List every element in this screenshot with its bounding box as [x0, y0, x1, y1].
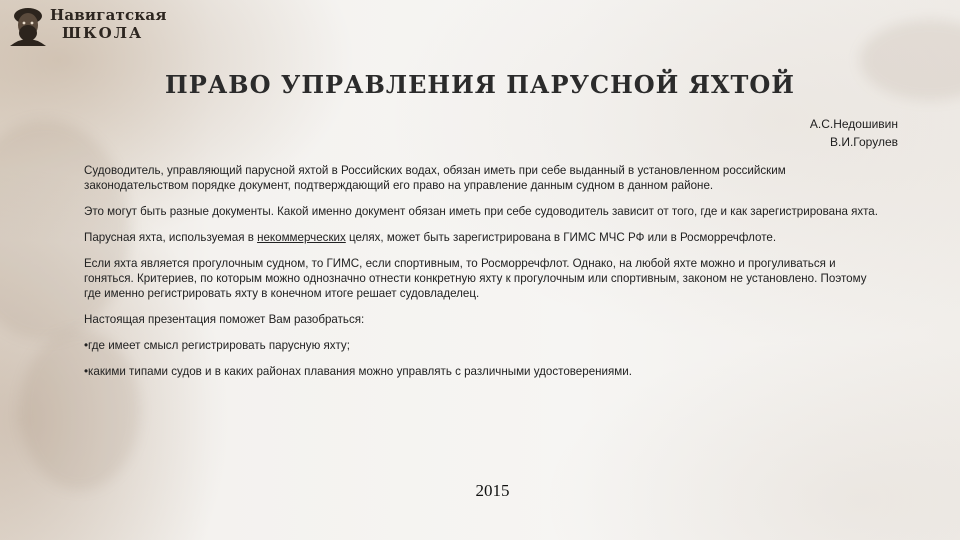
bullet-item: •где имеет смысл регистрировать парусную яхту; [84, 339, 350, 352]
paragraph [84, 230, 884, 245]
author-name: А.С.Недошивин [809, 117, 898, 131]
logo-text-line2: ШКОЛА [62, 24, 144, 42]
underlined-term: некоммерческих [257, 231, 346, 244]
year: 2015 [475, 481, 510, 500]
paragraph: Судоводитель, управляющий парусной яхтой в Российских водах, обязан иметь при себе выданный в установленном российским законодательством порядке документ, подтверждающий его право на управление данным судном в данном районе. [84, 164, 786, 192]
paragraph-text: Парусная яхта, используемая в [84, 231, 258, 244]
page-title: ПРАВО УПРАВЛЕНИЯ ПАРУСНОЙ ЯХТОЙ [165, 70, 795, 99]
paragraph: Если яхта является прогулочным судном, то ГИМС, если спортивным, то Росморречфлот. Однако, на любой яхте можно и прогуливаться и гоняться. Критериев, по которым можно однозначно отнести конкретную яхту к прогулочным или спортивным, законом не установлено. Поэтому где именно регистрировать яхту в конечном итоге решает судовладелец. [84, 257, 867, 300]
bullet-item: •какими типами судов и в каких районах плавания можно управлять с различными удостоверениями. [84, 365, 632, 378]
logo [6, 2, 167, 46]
logo-text-line1: Навигатская [50, 6, 167, 24]
authors [810, 115, 898, 151]
author-name: В.И.Горулев [830, 135, 898, 149]
paragraph: Настоящая презентация поможет Вам разобраться: [84, 313, 365, 326]
navigator-portrait-icon [6, 2, 50, 46]
paragraph-text: целях, может быть зарегистрирована в ГИМС МЧС РФ или в Росморречфлоте. [345, 231, 777, 244]
body-text [84, 163, 884, 390]
paragraph: Это могут быть разные документы. Какой именно документ обязан иметь при себе судоводитель зависит от того, где и как зарегистрирована яхта. [84, 205, 878, 218]
